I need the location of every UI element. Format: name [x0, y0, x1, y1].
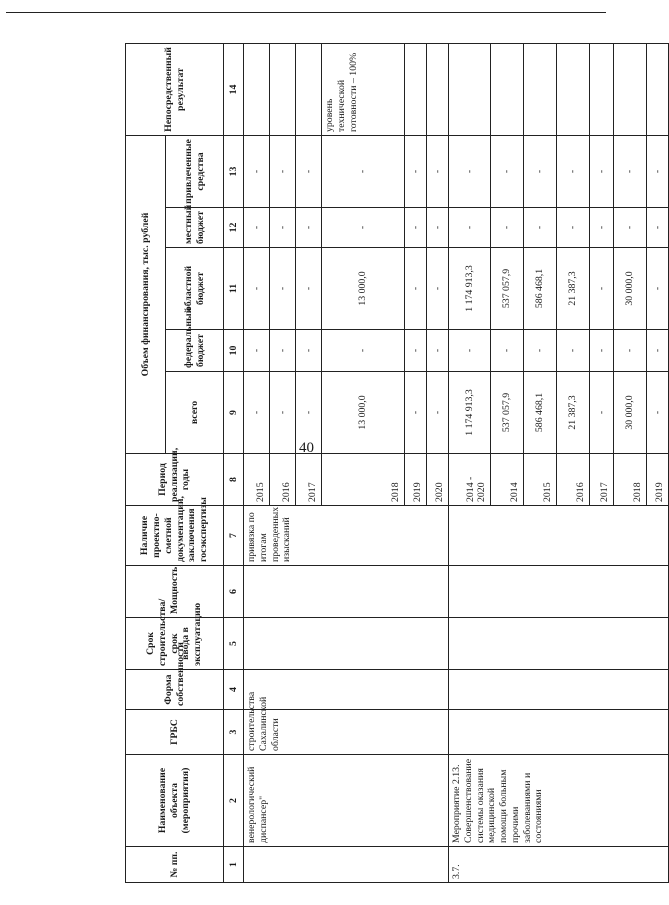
total-cell: - — [270, 372, 296, 454]
header-capacity: Мощность — [126, 566, 224, 618]
funding-table — [125, 43, 669, 883]
result-cell — [524, 43, 557, 135]
col-number: 10 — [224, 330, 244, 372]
regional-cell: 1 174 913,3 — [449, 248, 491, 330]
extra-cell: - — [449, 135, 491, 207]
year-cell: 2017 — [296, 454, 322, 506]
federal-cell: - — [590, 330, 614, 372]
column-number-row — [224, 43, 244, 882]
regional-cell: 586 468,1 — [524, 248, 557, 330]
object-name: Мероприятие 2.13. Совершенствование системы оказания медицинской помощи больным прочими заболеваниями и состояниями — [449, 755, 669, 847]
header-grbs: ГРБС — [126, 710, 224, 755]
header-row-top — [126, 43, 166, 882]
regional-cell: - — [244, 248, 270, 330]
federal-cell: - — [524, 330, 557, 372]
total-cell: 586 468,1 — [524, 372, 557, 454]
grbs-cell: строительства Сахалинской области — [244, 710, 449, 755]
local-cell: - — [491, 208, 524, 248]
top-rule — [6, 12, 606, 13]
regional-cell: 537 057,9 — [491, 248, 524, 330]
page-number: 40 — [299, 440, 314, 456]
result-cell — [449, 43, 491, 135]
local-cell: - — [270, 208, 296, 248]
extra-cell: - — [405, 135, 427, 207]
col-number: 13 — [224, 135, 244, 207]
total-cell: - — [405, 372, 427, 454]
header-no: № пп. — [126, 847, 224, 883]
extra-cell: - — [614, 135, 647, 207]
term-cell — [244, 618, 449, 670]
header-federal: федеральный бюджет — [166, 330, 224, 372]
result-cell — [557, 43, 590, 135]
header-total: всего — [166, 372, 224, 454]
col-number: 11 — [224, 248, 244, 330]
extra-cell: - — [296, 135, 322, 207]
year-cell: 2017 — [590, 454, 614, 506]
result-cell — [270, 43, 296, 135]
year-cell: 2016 — [270, 454, 296, 506]
year-cell: 2020 — [427, 454, 449, 506]
total-cell: - — [590, 372, 614, 454]
extra-cell: - — [491, 135, 524, 207]
regional-cell: - — [296, 248, 322, 330]
col-number: 1 — [224, 847, 244, 883]
object-name: венерологический диспансер" — [244, 755, 449, 847]
federal-cell: - — [244, 330, 270, 372]
local-cell: - — [614, 208, 647, 248]
header-local: местный бюджет — [166, 208, 224, 248]
col-number: 7 — [224, 506, 244, 566]
row-no: 3.7. — [449, 847, 669, 883]
local-cell: - — [427, 208, 449, 248]
total-cell: 1 174 913,3 — [449, 372, 491, 454]
regional-cell: - — [647, 248, 669, 330]
extra-cell: - — [244, 135, 270, 207]
year-cell: 2016 — [557, 454, 590, 506]
federal-cell: - — [296, 330, 322, 372]
local-cell: - — [524, 208, 557, 248]
ownership-cell — [449, 670, 669, 710]
regional-cell: - — [405, 248, 427, 330]
federal-cell: - — [491, 330, 524, 372]
header-ownership: Форма собственности — [126, 670, 224, 710]
federal-cell: - — [557, 330, 590, 372]
regional-cell: 21 387,3 — [557, 248, 590, 330]
local-cell: - — [557, 208, 590, 248]
result-cell — [405, 43, 427, 135]
total-cell: - — [647, 372, 669, 454]
year-cell: 2018 — [614, 454, 647, 506]
year-cell: 2019 — [647, 454, 669, 506]
docs-cell: привязка по итогам проведенных изысканий — [244, 506, 449, 566]
col-number: 9 — [224, 372, 244, 454]
federal-cell: - — [647, 330, 669, 372]
local-cell: - — [590, 208, 614, 248]
header-funding: Объем финансирования, тыс. рублей — [126, 135, 166, 453]
total-cell: 13 000,0 — [322, 372, 405, 454]
total-cell: - — [244, 372, 270, 454]
capacity-cell — [449, 566, 669, 618]
extra-cell: - — [524, 135, 557, 207]
table-row — [244, 43, 270, 882]
extra-cell: - — [322, 135, 405, 207]
result-cell — [244, 43, 270, 135]
col-number: 5 — [224, 618, 244, 670]
total-cell: 30 000,0 — [614, 372, 647, 454]
regional-cell: - — [270, 248, 296, 330]
capacity-cell — [244, 566, 449, 618]
year-cell: 2014 — [491, 454, 524, 506]
col-number: 14 — [224, 43, 244, 135]
header-extra: привлеченные средства — [166, 135, 224, 207]
total-cell: 537 057,9 — [491, 372, 524, 454]
total-cell: 21 387,3 — [557, 372, 590, 454]
col-number: 2 — [224, 755, 244, 847]
local-cell: - — [449, 208, 491, 248]
extra-cell: - — [647, 135, 669, 207]
regional-cell: 30 000,0 — [614, 248, 647, 330]
col-number: 12 — [224, 208, 244, 248]
col-number: 6 — [224, 566, 244, 618]
result-cell — [427, 43, 449, 135]
result-cell — [614, 43, 647, 135]
federal-cell: - — [270, 330, 296, 372]
federal-cell: - — [449, 330, 491, 372]
header-term: Срок строительства/срок ввода в эксплуатацию — [126, 618, 224, 670]
regional-cell: - — [590, 248, 614, 330]
grbs-cell — [449, 710, 669, 755]
col-number: 8 — [224, 454, 244, 506]
total-cell: - — [296, 372, 322, 454]
result-cell — [647, 43, 669, 135]
year-cell: 2014 - 2020 — [449, 454, 491, 506]
row-no — [244, 847, 449, 883]
header-regional: областной бюджет — [166, 248, 224, 330]
regional-cell: - — [427, 248, 449, 330]
local-cell: - — [405, 208, 427, 248]
total-cell: - — [427, 372, 449, 454]
year-cell: 2015 — [524, 454, 557, 506]
col-number: 3 — [224, 710, 244, 755]
rotated-table-container — [125, 43, 666, 883]
local-cell: - — [322, 208, 405, 248]
result-cell — [296, 43, 322, 135]
header-docs: Наличие проектно-сметной документации, заключения госэкспертизы — [126, 506, 224, 566]
docs-cell — [449, 506, 669, 566]
table-row — [449, 43, 491, 882]
year-cell: 2018 — [322, 454, 405, 506]
federal-cell: - — [427, 330, 449, 372]
extra-cell: - — [590, 135, 614, 207]
col-number: 4 — [224, 670, 244, 710]
extra-cell: - — [557, 135, 590, 207]
extra-cell: - — [427, 135, 449, 207]
result-cell — [590, 43, 614, 135]
ownership-cell — [244, 670, 449, 710]
local-cell: - — [244, 208, 270, 248]
federal-cell: - — [322, 330, 405, 372]
extra-cell: - — [270, 135, 296, 207]
federal-cell: - — [614, 330, 647, 372]
header-name: Наименование объекта (мероприятия) — [126, 755, 224, 847]
year-cell: 2019 — [405, 454, 427, 506]
header-result: Непосредственный результат — [126, 43, 224, 135]
local-cell: - — [647, 208, 669, 248]
result-cell: уровень технической готовности – 100% — [322, 43, 405, 135]
federal-cell: - — [405, 330, 427, 372]
local-cell: - — [296, 208, 322, 248]
regional-cell: 13 000,0 — [322, 248, 405, 330]
result-cell — [491, 43, 524, 135]
term-cell — [449, 618, 669, 670]
year-cell: 2015 — [244, 454, 270, 506]
header-period: Период реализации, годы — [126, 454, 224, 506]
